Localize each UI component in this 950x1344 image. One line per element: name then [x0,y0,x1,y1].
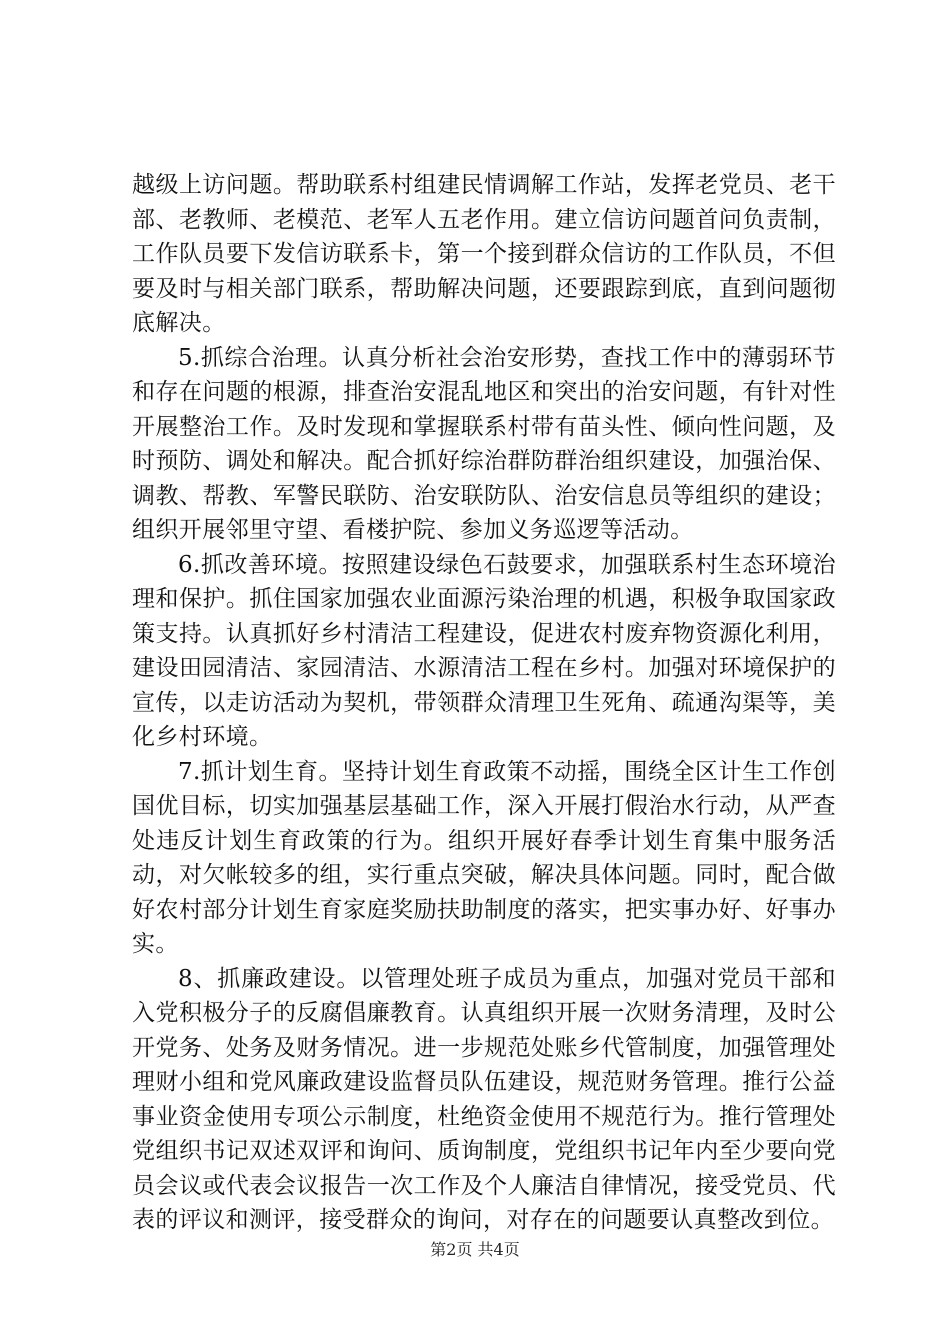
paragraph-item-6: 6.抓改善环境。按照建设绿色石鼓要求，加强联系村生态环境治理和保护。抓住国家加强农业面源污染治理的机遇，积极争取国家政策支持。认真抓好乡村清洁工程建设，促进农村废弃物资源化利用，建设田园清洁、家园清洁、水源清洁工程在乡村。加强对环境保护的宣传，以走访活动为契机，带领群众清理卫生死角、疏通沟渠等，美化乡村环境。 [132,551,836,750]
paragraph-item-5: 5.抓综合治理。认真分析社会治安形势，查找工作中的薄弱环节和存在问题的根源，排查治安混乱地区和突出的治安问题，有针对性开展整治工作。及时发现和掌握联系村带有苗头性、倾向性问题，及时预防、调处和解决。配合抓好综治群防群治组织建设，加强治保、调教、帮教、军警民联防、治安联防队、治安信息员等组织的建设；组织开展邻里守望、看楼护院、参加义务巡逻等活动。 [132,344,836,543]
document-body [132,168,836,1238]
paragraph-item-7: 7.抓计划生育。坚持计划生育政策不动摇，围绕全区计生工作创国优目标，切实加强基层基础工作，深入开展打假治水行动，从严查处违反计划生育政策的行为。组织开展好春季计划生育集中服务活动，对欠帐较多的组，实行重点突破，解决具体问题。同时，配合做好农村部分计划生育家庭奖励扶助制度的落实，把实事办好、好事办实。 [132,758,836,957]
page-number-footer: 第2页 共4页 [430,1240,520,1259]
paragraph-continuation: 越级上访问题。帮助联系村组建民情调解工作站，发挥老党员、老干部、老教师、老模范、老军人五老作用。建立信访问题首问负责制，工作队员要下发信访联系卡，第一个接到群众信访的工作队员，不但要及时与相关部门联系，帮助解决问题，还要跟踪到底，直到问题彻底解决。 [132,172,836,336]
paragraph-item-8: 8、抓廉政建设。以管理处班子成员为重点，加强对党员干部和入党积极分子的反腐倡廉教育。认真组织开展一次财务清理，及时公开党务、处务及财务情况。进一步规范处账乡代管制度，加强管理处理财小组和党风廉政建设监督员队伍建设，规范财务管理。推行公益事业资金使用专项公示制度，杜绝资金使用不规范行为。推行管理处党组织书记双述双评和询问、质询制度，党组织书记年内至少要向党员会议或代表会议报告一次工作及个人廉洁自律情况，接受党员、代表的评议和测评，接受群众的询问，对存在的问题要认真整改到位。 [132,965,836,1233]
